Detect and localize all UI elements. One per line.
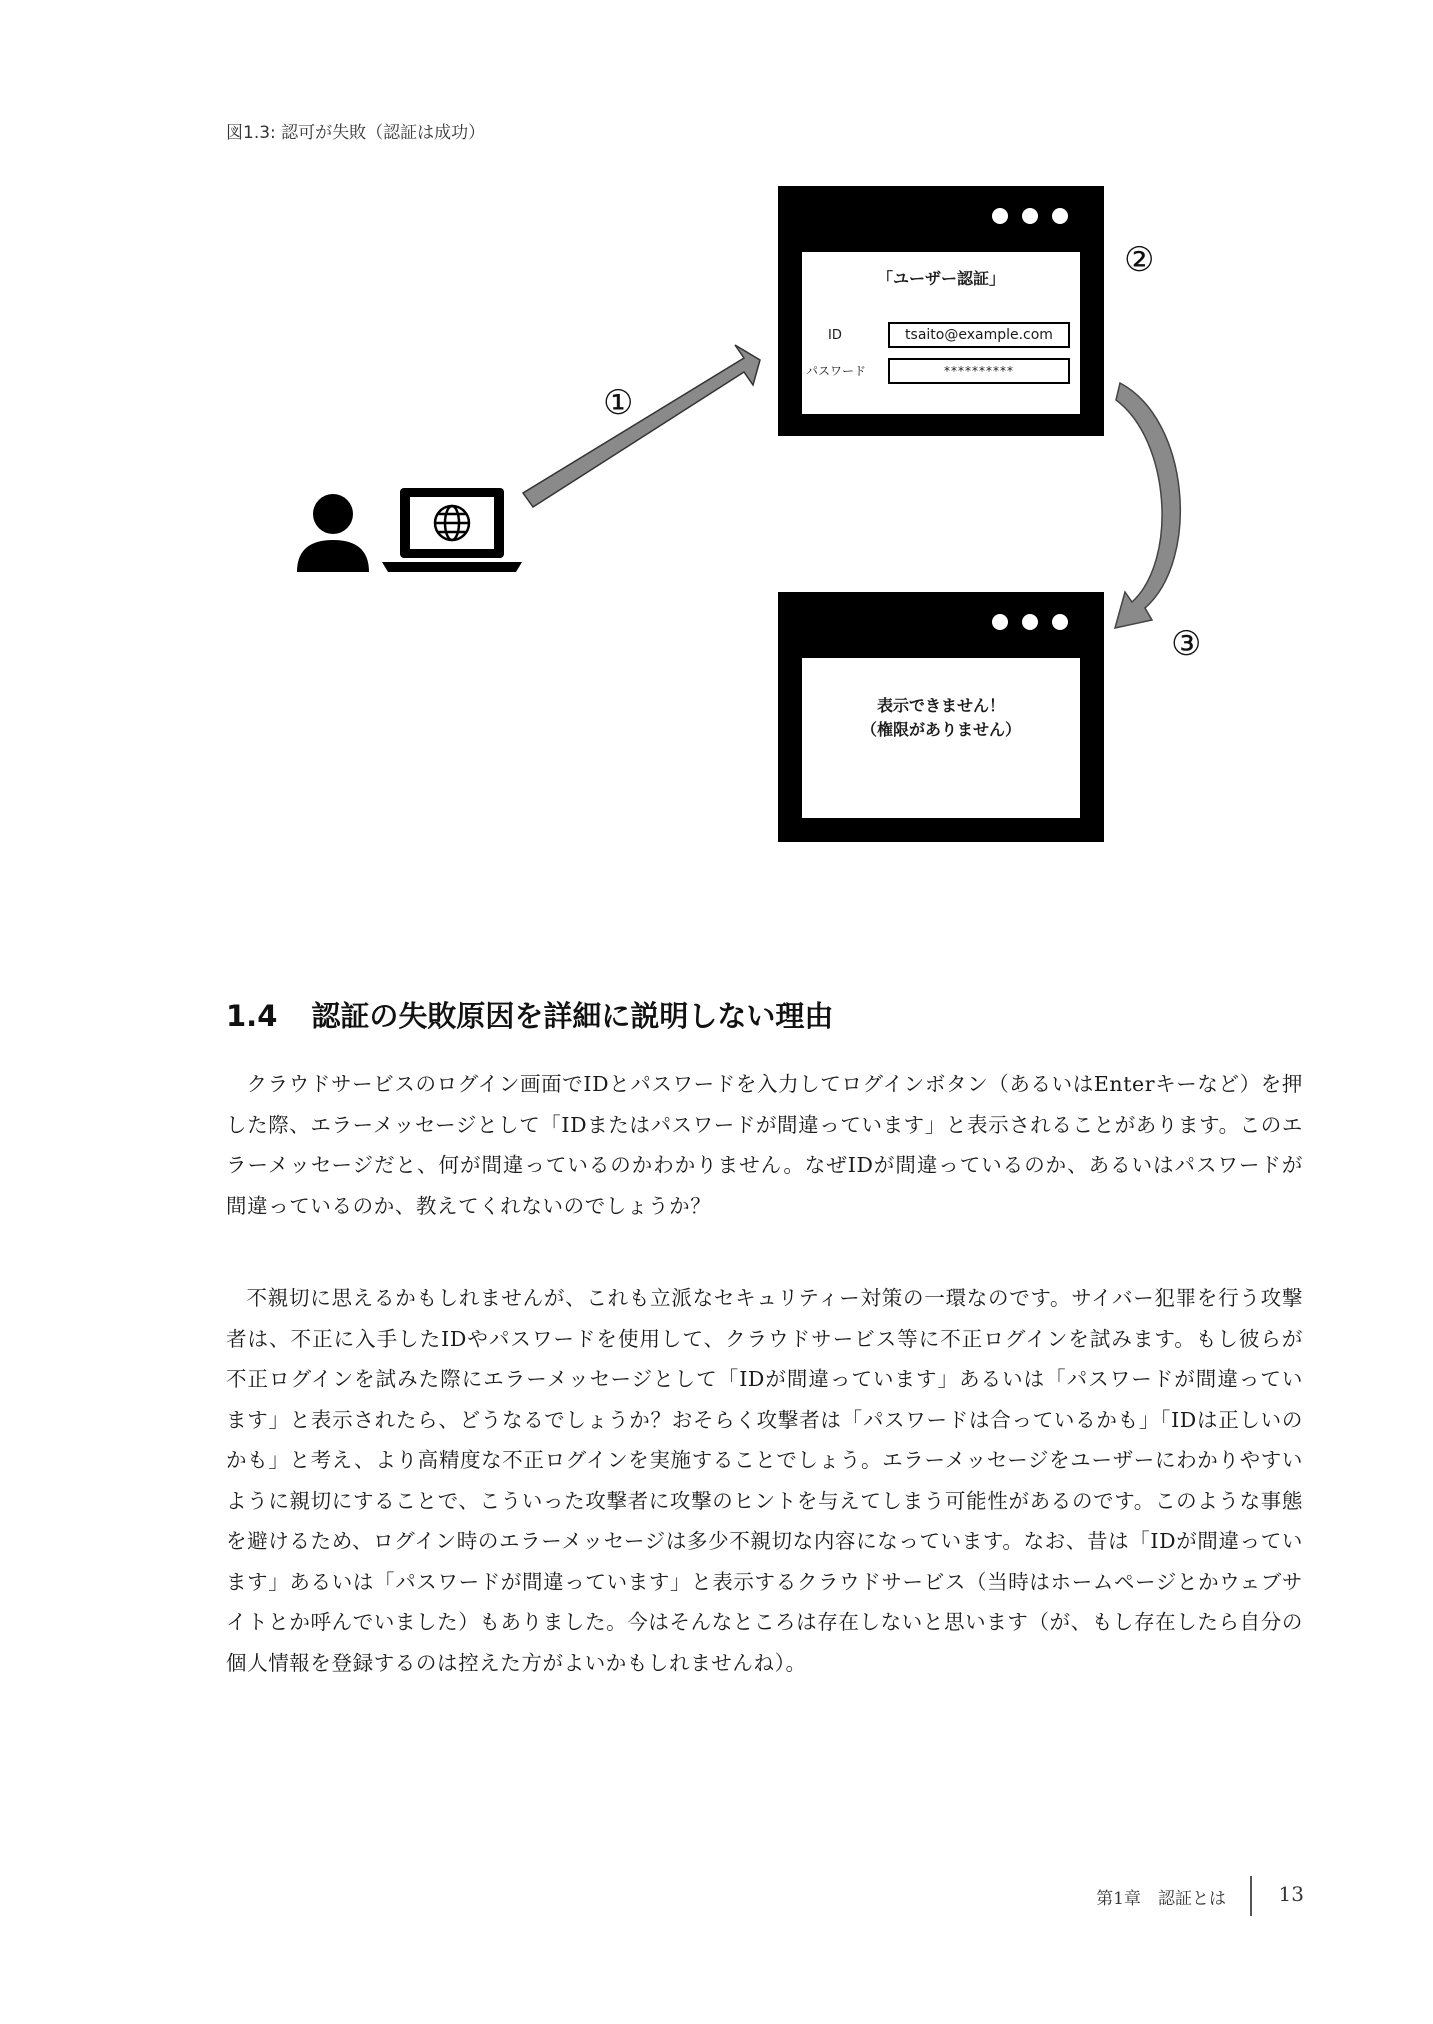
laptop-icon: [382, 488, 522, 572]
window-dots: [992, 614, 1068, 630]
window-dot: [992, 208, 1008, 224]
section-number: 1.4: [226, 999, 278, 1033]
login-screen: [802, 252, 1080, 414]
page-footer: [1000, 1876, 1304, 1916]
chapter-label: 第1章 認証とは: [1096, 1889, 1226, 1909]
figure-authorization-failure: [0, 0, 1433, 900]
section-heading: [226, 994, 833, 1035]
window-dot: [1052, 208, 1068, 224]
window-dot: [1022, 614, 1038, 630]
section-title: 認証の失敗原因を詳細に説明しない理由: [311, 999, 834, 1033]
window-dots: [992, 208, 1068, 224]
window-dot: [1052, 614, 1068, 630]
curved-arrow-icon: [1115, 383, 1180, 628]
step-2-marker: ②: [1124, 240, 1155, 280]
step-3-marker: ③: [1171, 624, 1202, 664]
paragraph: クラウドサービスのログイン画面でIDとパスワードを入力してログインボタン（あるいはEnterキーなど）を押した際、エラーメッセージとして「IDまたはパスワードが間違っています」と表示されることがあります。このエラーメッセージだと、何が間違っているのかわかりません。なぜIDが間違っているのか、あるいはパスワードが間違っているのか、教えてくれないのでしょうか？: [226, 1072, 1303, 1218]
window-dot: [992, 614, 1008, 630]
id-field: tsaito@example.com: [888, 322, 1070, 348]
paragraph: 不親切に思えるかもしれませんが、これも立派なセキュリティー対策の一環なのです。サイバー犯罪を行う攻撃者は、不正に入手したIDやパスワードを使用して、クラウドサービス等に不正ログインを試みます。もし彼らが不正ログインを試みた際にエラーメッセージとして「IDが間違っています」あるいは「パスワードが間違っています」と表示されたら、どうなるでしょうか？おそらく攻撃者は「パスワードは合っているかも」「IDは正しいのかも」と考え、より高精度な不正ログインを実施することでしょう。エラーメッセージをユーザーにわかりやすいように親切にすることで、こういった攻撃者に攻撃のヒントを与えてしまう可能性があるのです。このような事態を避けるため、ログイン時のエラーメッセージは多少不親切な内容になっています。なお、昔は「IDが間違っています」あるいは「パスワードが間違っています」と表示するクラウドサービス（当時はホームページとかウェブサイトとか呼んでいました）もありました。今はそんなところは存在しないと思います（が、もし存在したら自分の個人情報を登録するのは控えた方がよいかもしれませんね）。: [226, 1286, 1303, 1675]
page-number: 13: [1278, 1882, 1304, 1906]
step-1-marker: ①: [603, 383, 634, 423]
error-message: [802, 694, 1080, 742]
figure-caption: 図1.3: 認可が失敗（認証は成功）: [226, 123, 486, 143]
error-line-1: 表示できません！: [876, 696, 1005, 715]
person-icon: [297, 494, 369, 572]
figure-graphics: [0, 0, 1433, 900]
footer-divider: [1250, 1876, 1252, 1916]
login-window: [778, 186, 1104, 436]
id-label: ID: [828, 328, 842, 343]
arrow-icon: [523, 345, 760, 507]
error-window: [778, 592, 1104, 842]
error-screen: [802, 658, 1080, 818]
window-dot: [1022, 208, 1038, 224]
error-line-2: （権限がありません）: [860, 720, 1021, 739]
password-label: パスワード: [806, 364, 867, 378]
login-title: 「ユーザー認証」: [876, 269, 1005, 288]
password-field: **********: [888, 358, 1070, 384]
